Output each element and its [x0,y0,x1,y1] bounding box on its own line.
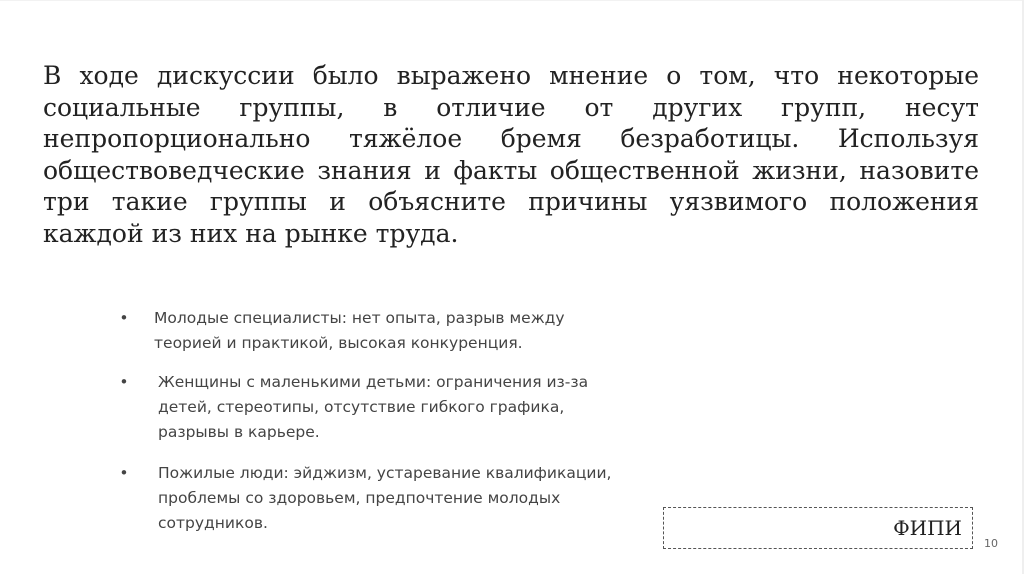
answer-text: Женщины с маленькими детьми: ограничения из-за детей, стереотипы, отсутствие гибкого графика, разрывы в карьере. [158,373,589,441]
answer-item [118,370,618,445]
question-text: В ходе дискуссии было выражено мнение о том, что некоторые социальные группы, в отличие от других групп, несут непропорционально тяжёлое бремя безработицы. Используя обществоведческие знания и факты общественной жизни, назовите три такие группы и объясните причины уязвимого положения каждой из них на рынке труда. [43,61,979,248]
answer-text: Пожилые люди: эйджизм, устаревание квалификации, проблемы со здоровьем, предпочтение молодых сотрудников. [158,464,612,532]
bullet-icon: • [119,309,129,327]
page-number: 10 [984,537,998,550]
bullet-icon: • [119,464,129,482]
source-box [663,507,973,549]
bullet-icon: • [119,373,129,391]
answer-item [118,461,618,536]
answer-text: Молодые специалисты: нет опыта, разрыв между теорией и практикой, высокая конкуренция. [154,309,565,352]
source-label: ФИПИ [893,516,962,540]
slide-top-border [0,0,1024,1]
answer-item [118,306,618,356]
